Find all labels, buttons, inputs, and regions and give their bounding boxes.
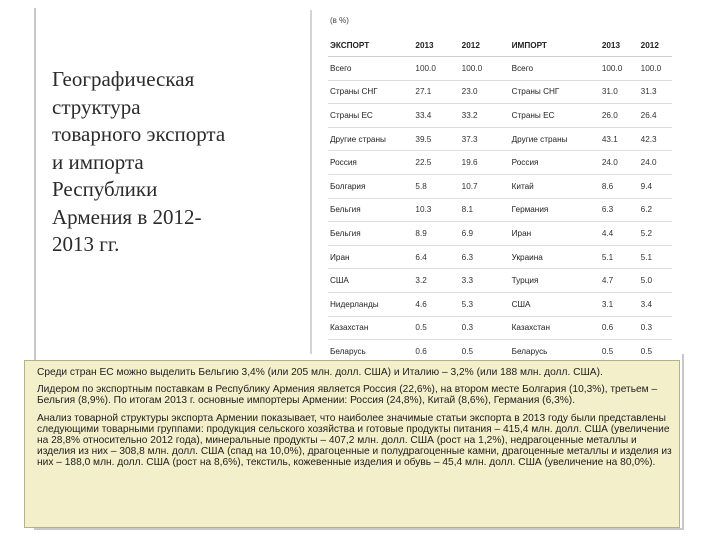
table-unit-label: (в %)	[330, 16, 349, 25]
import-2012: 26.4	[639, 104, 672, 128]
import-country: Турция	[510, 269, 600, 293]
export-country: Болгария	[328, 174, 413, 198]
export-2012: 6.9	[460, 222, 510, 246]
frame-line-bottom	[34, 528, 684, 530]
import-2013: 100.0	[600, 57, 639, 81]
header-import: ИМПОРТ	[510, 34, 600, 57]
import-2013: 43.1	[600, 127, 639, 151]
table-row	[328, 269, 672, 293]
export-2013: 3.2	[413, 269, 459, 293]
export-2012: 10.7	[460, 174, 510, 198]
header-export-2012: 2012	[460, 34, 510, 57]
export-2012: 37.3	[460, 127, 510, 151]
export-country: Нидерланды	[328, 292, 413, 316]
table-row	[328, 127, 672, 151]
export-2012: 6.3	[460, 245, 510, 269]
table-row	[328, 57, 672, 81]
table-row	[328, 198, 672, 222]
export-2013: 6.4	[413, 245, 459, 269]
import-2012: 31.3	[639, 80, 672, 104]
export-2013: 39.5	[413, 127, 459, 151]
table-row	[328, 104, 672, 128]
header-import-2013: 2013	[600, 34, 639, 57]
trade-table-panel	[310, 10, 682, 354]
import-2012: 6.2	[639, 198, 672, 222]
import-2013: 4.4	[600, 222, 639, 246]
export-2012: 0.3	[460, 316, 510, 340]
table-row	[328, 245, 672, 269]
export-country: Страны ЕС	[328, 104, 413, 128]
export-2013: 10.3	[413, 198, 459, 222]
notes-box	[24, 360, 680, 528]
import-2012: 5.2	[639, 222, 672, 246]
import-2012: 24.0	[639, 151, 672, 175]
export-country: Страны СНГ	[328, 80, 413, 104]
import-country: Страны СНГ	[510, 80, 600, 104]
export-2012: 0.5	[460, 340, 510, 364]
import-country: Казахстан	[510, 316, 600, 340]
import-country: Украина	[510, 245, 600, 269]
header-import-2012: 2012	[639, 34, 672, 57]
import-2013: 24.0	[600, 151, 639, 175]
export-2012: 19.6	[460, 151, 510, 175]
header-export: ЭКСПОРТ	[328, 34, 413, 57]
trade-table	[328, 34, 672, 364]
table-row	[328, 316, 672, 340]
export-country: Другие страны	[328, 127, 413, 151]
export-country: Иран	[328, 245, 413, 269]
import-country: Германия	[510, 198, 600, 222]
slide-title: Географическая структура товарного экспорта и импорта Республики Армения в 2012- 2013 гг.	[52, 67, 226, 256]
import-country: Страны ЕС	[510, 104, 600, 128]
export-country: Россия	[328, 151, 413, 175]
import-2012: 5.0	[639, 269, 672, 293]
note-paragraph-structure: Анализ товарной структуры экспорта Армении показывает, что наиболее значимые статьи экспорта в 2013 году были представлены следующими товарными группами: продукция сельского хозяйства и готовые продукты питания – 415,4 млн. долл. США (увеличение на 28,8% относительно 2012 года), минеральные продукты – 407,2 млн. долл. США (рост на 1,2%), недрагоценные металлы и изделия из них – 308,8 млн. долл. США (спад на 10,0%), драгоценные и полудрагоценные камни, драгоценные металлы и изделия из них – 188,0 млн. долл. США (рост на 8,6%), текстиль, кожевенные изделия и обувь – 45,4 млн. долл. США (увеличение на 80,0%).	[37, 412, 672, 469]
note-paragraph-eu: Среди стран ЕС можно выделить Бельгию 3,4% (или 205 млн. долл. США) и Италию – 3,2% (или 188 млн. долл. США).	[37, 367, 603, 378]
import-2012: 3.4	[639, 292, 672, 316]
import-2012: 9.4	[639, 174, 672, 198]
import-country: Другие страны	[510, 127, 600, 151]
table-header-row	[328, 34, 672, 57]
export-country: Бельгия	[328, 198, 413, 222]
table-row	[328, 174, 672, 198]
import-2013: 0.6	[600, 316, 639, 340]
import-2012: 100.0	[639, 57, 672, 81]
import-country: Иран	[510, 222, 600, 246]
export-2013: 100.0	[413, 57, 459, 81]
export-2012: 5.3	[460, 292, 510, 316]
note-paragraph-leaders: Лидером по экспортным поставкам в Республику Армения является Россия (22,6%), на втором месте Болгария (10,3%), третьем – Бельгия (8,9%). По итогам 2013 г. основные импортеры Армении: Россия (24,8%), Китай (8,6%), Германия (6,3%).	[37, 384, 658, 407]
import-2012: 0.5	[639, 340, 672, 364]
export-country: США	[328, 269, 413, 293]
export-country: Бельгия	[328, 222, 413, 246]
export-country: Всего	[328, 57, 413, 81]
import-2013: 0.5	[600, 340, 639, 364]
import-2013: 5.1	[600, 245, 639, 269]
import-2013: 26.0	[600, 104, 639, 128]
table-row	[328, 292, 672, 316]
export-2012: 33.2	[460, 104, 510, 128]
export-2013: 0.5	[413, 316, 459, 340]
header-export-2013: 2013	[413, 34, 459, 57]
import-country: Китай	[510, 174, 600, 198]
table-row	[328, 80, 672, 104]
export-2013: 5.8	[413, 174, 459, 198]
export-2013: 4.6	[413, 292, 459, 316]
export-2013: 33.4	[413, 104, 459, 128]
export-2012: 3.3	[460, 269, 510, 293]
import-country: Россия	[510, 151, 600, 175]
import-2013: 4.7	[600, 269, 639, 293]
export-2012: 8.1	[460, 198, 510, 222]
import-2013: 6.3	[600, 198, 639, 222]
import-2012: 42.3	[639, 127, 672, 151]
import-2013: 3.1	[600, 292, 639, 316]
table-row	[328, 222, 672, 246]
frame-line-right	[682, 354, 684, 530]
import-2013: 8.6	[600, 174, 639, 198]
import-country: США	[510, 292, 600, 316]
import-country: Беларусь	[510, 340, 600, 364]
export-country: Казахстан	[328, 316, 413, 340]
table-row	[328, 151, 672, 175]
import-2012: 5.1	[639, 245, 672, 269]
export-2013: 0.6	[413, 340, 459, 364]
export-2013: 22.5	[413, 151, 459, 175]
import-2013: 31.0	[600, 80, 639, 104]
export-country: Беларусь	[328, 340, 413, 364]
import-country: Всего	[510, 57, 600, 81]
import-2012: 0.3	[639, 316, 672, 340]
export-2012: 23.0	[460, 80, 510, 104]
export-2013: 27.1	[413, 80, 459, 104]
export-2012: 100.0	[460, 57, 510, 81]
export-2013: 8.9	[413, 222, 459, 246]
